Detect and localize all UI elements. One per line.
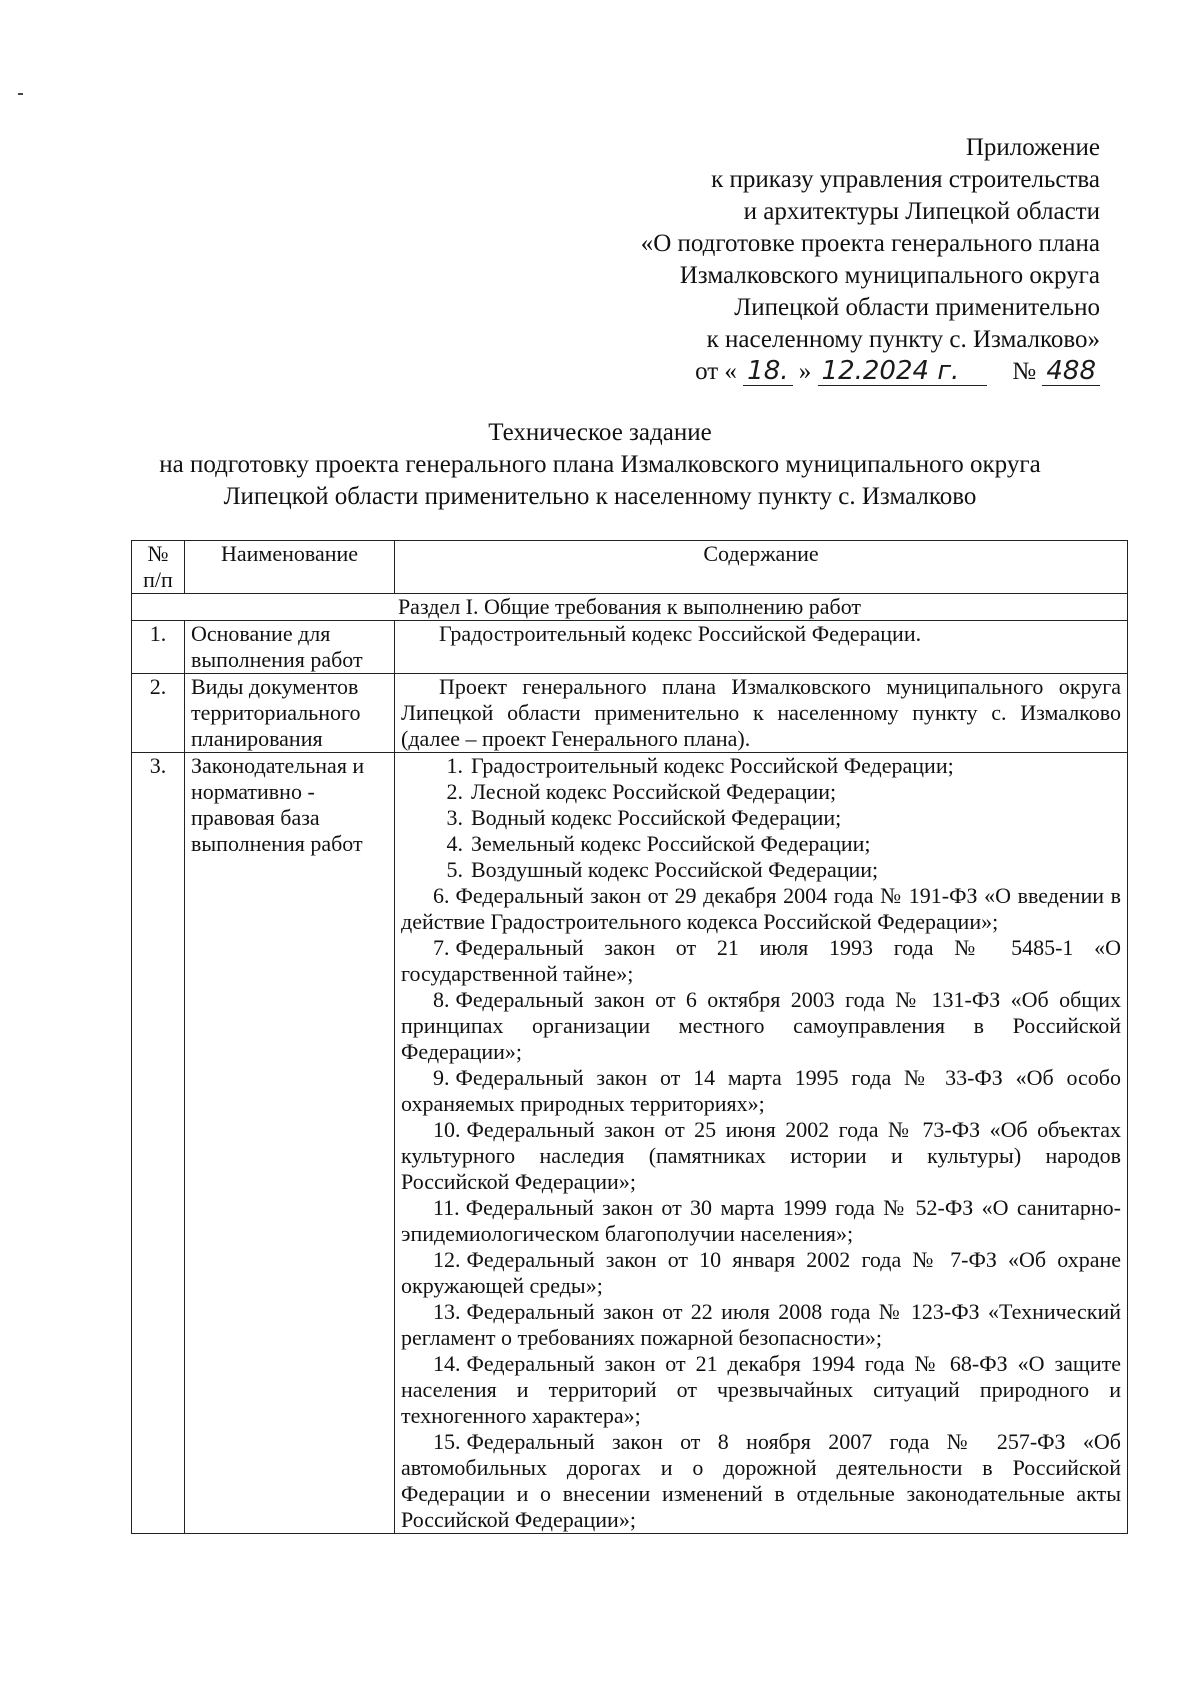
row-content: Проект генерального плана Измалковского муниципального округа Липецкой области применительно к населенному пункту с. Измалково (далее – проект Генерального плана). <box>395 674 1128 753</box>
section-title: Раздел I. Общие требования к выполнению работ <box>132 594 1128 621</box>
row-name: Виды документов территориального планирования <box>185 674 395 753</box>
appendix-line: к населенному пункту с. Измалково» <box>706 326 1100 353</box>
document-title <box>0 417 1200 513</box>
law-item: 15. Федеральный закон от 8 ноября 2007 года № 257-ФЗ «Об автомобильных дорогах и о дорожной деятельности в Российской Федерации и о внесении изменений в отдельные законодательные акты Российской Федерации»; <box>401 1429 1121 1532</box>
title-line-2: на подготовку проекта генерального плана Измалковского муниципального округа <box>159 451 1041 478</box>
law-item: 4. Земельный кодекс Российской Федерации; <box>446 831 871 856</box>
number-prefix: № <box>1012 358 1037 385</box>
row-content: Градостроительный кодекс Российской Федерации. <box>395 621 1128 674</box>
table-row <box>132 621 1128 674</box>
handwritten-month-year: 12.2024 г. <box>818 357 988 386</box>
date-quote: » <box>798 358 812 385</box>
handwritten-day: 18. <box>743 357 792 386</box>
order-date-line <box>480 356 1100 388</box>
row-num: 3. <box>132 753 185 1534</box>
law-item: 9. Федеральный закон от 14 марта 1995 года № 33-ФЗ «Об особо охраняемых природных территориях»; <box>401 1065 1121 1116</box>
scan-speck <box>18 93 23 95</box>
title-line-1: Техническое задание <box>488 419 712 446</box>
law-item: 5. Воздушный кодекс Российской Федерации; <box>446 857 879 882</box>
appendix-line: Измалковского муниципального округа <box>679 262 1100 289</box>
appendix-line: «О подготовке проекта генерального плана <box>640 230 1100 257</box>
section-row <box>132 594 1128 621</box>
law-item: 3. Водный кодекс Российской Федерации; <box>446 805 842 830</box>
header-num: № п/п <box>132 541 185 594</box>
table-row <box>132 674 1128 753</box>
header-name: Наименование <box>185 541 395 594</box>
row-num: 1. <box>132 621 185 674</box>
law-item: 14. Федеральный закон от 21 декабря 1994 года № 68-ФЗ «О защите населения и территорий от чрезвычайных ситуаций природного и техногенного характера»; <box>401 1351 1121 1428</box>
law-item: 11. Федеральный закон от 30 марта 1999 года № 52-ФЗ «О санитарно-эпидемиологическом благополучии населения»; <box>401 1195 1121 1246</box>
table-row <box>132 753 1128 1534</box>
requirements-table <box>131 540 1128 1534</box>
row-name: Основание для выполнения работ <box>185 621 395 674</box>
law-item: 12. Федеральный закон от 10 января 2002 года № 7-ФЗ «Об охране окружающей среды»; <box>401 1247 1121 1298</box>
row-num: 2. <box>132 674 185 753</box>
appendix-line: Липецкой области применительно <box>734 294 1100 321</box>
law-item: 10. Федеральный закон от 25 июня 2002 года № 73-ФЗ «Об объектах культурного наследия (памятниках истории и культуры) народов Российской Федерации»; <box>401 1117 1121 1194</box>
law-item: 7. Федеральный закон от 21 июля 1993 года № 5485-1 «О государственной тайне»; <box>401 935 1121 986</box>
appendix-block <box>480 132 1100 388</box>
handwritten-order-number: 488 <box>1042 357 1100 386</box>
title-line-3: Липецкой области применительно к населенному пункту с. Измалково <box>223 483 977 510</box>
row-name: Законодательная и нормативно - правовая база выполнения работ <box>185 753 395 1534</box>
law-item: 6. Федеральный закон от 29 декабря 2004 года № 191-ФЗ «О введении в действие Градостроительного кодекса Российской Федерации»; <box>401 883 1121 934</box>
appendix-line: к приказу управления строительства <box>711 166 1100 193</box>
appendix-line: Приложение <box>965 134 1100 161</box>
law-item: 1. Градостроительный кодекс Российской Федерации; <box>446 753 954 778</box>
table-header-row <box>132 541 1128 594</box>
date-prefix: от « <box>695 358 737 385</box>
law-item: 13. Федеральный закон от 22 июля 2008 года № 123-ФЗ «Технический регламент о требованиях пожарной безопасности»; <box>401 1299 1121 1350</box>
law-item: 2. Лесной кодекс Российской Федерации; <box>446 779 837 804</box>
row-content-law-list <box>395 753 1128 1534</box>
law-item: 8. Федеральный закон от 6 октября 2003 года № 131-ФЗ «Об общих принципах организации местного самоуправления в Российской Федерации»; <box>401 987 1121 1064</box>
appendix-line: и архитектуры Липецкой области <box>743 198 1100 225</box>
header-content: Содержание <box>395 541 1128 594</box>
